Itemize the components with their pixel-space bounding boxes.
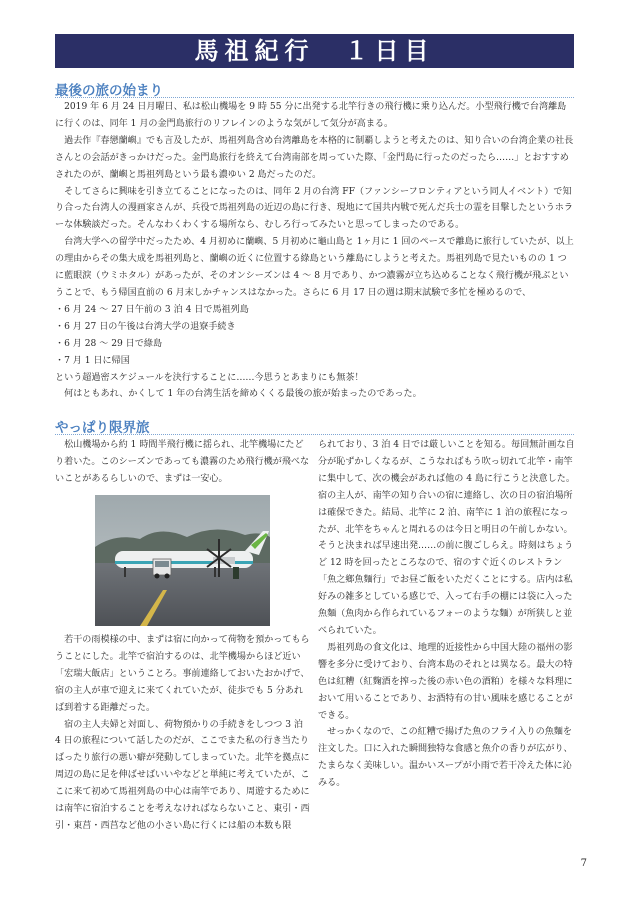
- schedule-item: ・6 月 28 ～ 29 日で綠島: [55, 338, 163, 349]
- page-title: 馬祖紀行 １日目: [55, 34, 574, 68]
- paragraph: せっかくなので、この紅糟で揚げた魚のフライ入りの魚麵を注文した。口に入れた瞬間独特な食感と魚介の香りが広がり、たまらなく美味しい。温かいスープが小雨で若干冷えた体に沁みる。: [318, 727, 573, 789]
- paragraph: そしてさらに興味を引き立てることになったのは、同年 2 月の台湾 FF（ファンシーフロンティアという同人イベント）で知り合った台湾人の漫画家さんが、兵役で馬祖列島の近辺の島に行き、現地にて国共内戦で死んだ兵士の霊を目撃したというホラーな体験談だった。そんなわくわくする場所なら、むしろ行ってみたいと思ってしまったのである。: [55, 186, 573, 231]
- airport-photo: [95, 495, 270, 626]
- paragraph: 台湾大学への留学中だったため、4 月初めに蘭嶼、5 月初めに龜山島と 1ヶ月に 1 回のペースで離島に旅行していたが、以上の理由からその集大成を馬祖列島と、蘭嶼の近くに位置する綠島という離島にしようと考えた。馬祖列島で見たいものの 1 つに藍眼淚（ウミホタル）があったが、そのオンシーズンは 4 ～ 8 月であり、かつ濃霧が立ち込めることなく飛行機が飛ぶということで、もう帰国直前の 6 月末しかチャンスはなかった。さらに 6 月 17 日の週は期末試験で多忙を極めるので、: [55, 237, 574, 298]
- section-divider: [55, 97, 574, 98]
- section2-right-body: [318, 437, 575, 792]
- paragraph: という超過密スケジュールを決行することに……今思うとあまりにも無茶！: [55, 372, 364, 383]
- paragraph: られており、3 泊 4 日では厳しいことを知る。毎回無計画な自分が恥ずかしくなるが、こうなればもう吹っ切れて北竿・南竿に集中して、次の機会があれば他の 4 島に行こうと決意した。宿の主人が、南竿の知り合いの宿に連絡し、次の日の宿泊場所は確保できた。結局、北竿に 2 泊、南竿に 1 泊の旅程になったが、北竿をちゃんと周れるのは今日と明日の午前しかない。そうと決まれば早速出発……の前に腹ごしらえ。時刻はちょうど 12 時を回ったところなので、宿のすぐ近くのレストラン「魚之鄉魚麵行」でお昼ご飯をいただくことにする。店内は私好みの雑多としている感じで、入って右手の棚には袋に入った魚麵（魚肉から作られているフォーのような麵）が所狭しと並べられていた。: [318, 440, 575, 636]
- page-number: 7: [580, 858, 587, 869]
- paragraph: 馬祖列島の食文化は、地理的近接性から中国大陸の福州の影響を多分に受けており、台湾本島のそれとは異なる。最大の特色は紅糟（紅麴酒を搾った後の赤い色の酒粕）を様々な料理において用いることであり、お酒特有の甘い風味を感じることができる。: [318, 642, 573, 721]
- section-heading-limit: やっぱり限界旅: [55, 420, 150, 436]
- paragraph: 若干の雨模様の中、まずは宿に向かって荷物を預かってもらうことにした。北竿で宿泊するのは、北竿機場からほど近い「宏瑞大飯店」ということろ。事前連絡しておいたおかげで、宿の主人が車で迎えに来てくれていたが、徒歩でも 5 分あれば到着する距離だった。: [55, 635, 310, 713]
- section-divider: [55, 434, 574, 435]
- section1-body: [55, 99, 575, 403]
- section2-left-body: [55, 632, 310, 835]
- schedule-item: ・6 月 27 日の午後は台湾大学の退寮手続き: [55, 321, 236, 332]
- paragraph: 何はともあれ、かくして 1 年の台湾生活を締めくくる最後の旅が始まったのであった。: [64, 389, 422, 400]
- section2-left-intro: [55, 437, 310, 488]
- paragraph: 松山機場から約 1 時間半飛行機に揺られ、北竿機場にたどり着いた。このシーズンであっても濃霧のため飛行機が飛べないことがあるらしいので、まずは一安心。: [55, 440, 310, 484]
- paragraph: 2019 年 6 月 24 日月曜日、私は松山機場を 9 時 55 分に出発する北竿行きの飛行機に乗り込んだ。小型飛行機で台湾離島に行くのは、同年 1 月の金門島旅行のリフレインのような気がして気分が高まる。: [55, 102, 567, 129]
- schedule-item: ・6 月 24 ～ 27 日午前の 3 泊 4 日で馬祖列島: [55, 304, 249, 315]
- section-heading-start: 最後の旅の始まり: [55, 83, 163, 99]
- airplane-illustration: [95, 495, 270, 626]
- schedule-item: ・7 月 1 日に帰国: [55, 355, 130, 366]
- paragraph: 過去作『春戀蘭嶼』でも言及したが、馬祖列島含め台湾離島を本格的に制覇しようと考えたのは、知り合いの台湾企業の社長さんとの会話がきっかけだった。金門島旅行を終えて台湾南部を周っていた際、「金門島に行ったのだったら……」とおすすめされたのが、蘭嶼と馬祖列島という最も濃ゆい 2 島だったのだ。: [55, 135, 574, 180]
- paragraph: 宿の主人夫婦と対面し、荷物預かりの手続きをしつつ 3 泊 4 日の旅程について話したのだが、ここでまた私の行き当たりばったり旅行の悪い癖が発動してしまっていた。北竿を拠点に周辺の島に足を伸ばせばいいやなどと単純に考えていたが、ここに来て初めて馬祖列島の中心は南竿であり、周遊するためには南竿に宿泊することを考えなければならないこと、東引・西引・東莒・西莒など他の小さい島に行くには船の本数も限: [55, 719, 310, 831]
